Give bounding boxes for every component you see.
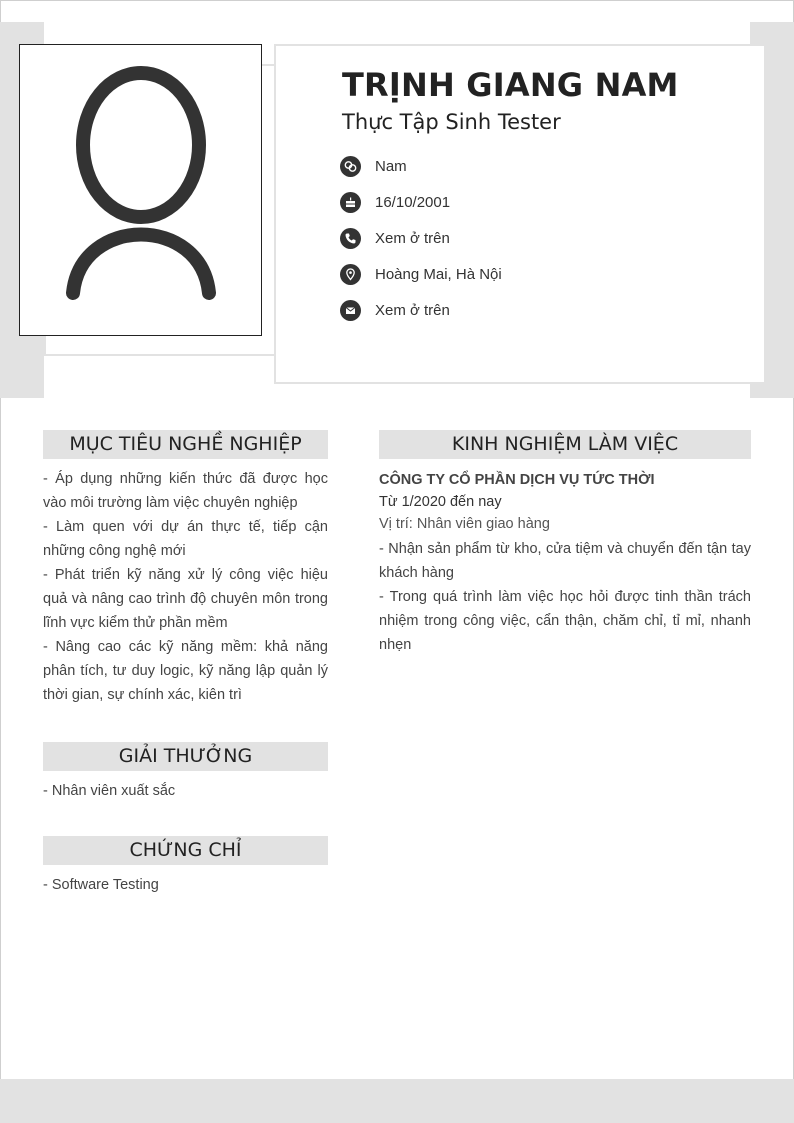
award-item: - Nhân viên xuất sắc [43, 783, 176, 799]
gender-icon [340, 156, 361, 177]
location-pin-icon [340, 264, 361, 285]
awards-list [43, 779, 328, 803]
contact-birthday [340, 184, 502, 220]
certificates-section [43, 836, 328, 897]
person-silhouette-icon [41, 65, 241, 315]
certificates-list [43, 873, 328, 897]
phone-text: Xem ở trên [375, 229, 450, 247]
objective-item: - Phát triển kỹ năng xử lý công việc hiệu quả và nâng cao trình độ chuyên môn trong lĩnh vực kiểm thử phần mềm [43, 567, 328, 631]
address-text: Hoàng Mai, Hà Nội [375, 265, 502, 283]
objective-list [43, 467, 328, 707]
contact-gender [340, 148, 502, 184]
birthday-text: 16/10/2001 [375, 193, 451, 211]
footer-band [0, 1079, 794, 1123]
avatar[interactable] [19, 44, 262, 336]
email-text: Xem ở trên [375, 301, 450, 319]
gender-text: Nam [375, 157, 407, 175]
experience-section [379, 430, 751, 657]
objective-section [43, 430, 328, 707]
email-icon [340, 300, 361, 321]
objective-item: - Áp dụng những kiến thức đã được học vào môi trường làm việc chuyên nghiệp [43, 471, 328, 511]
position-label: Vị trí: Nhân viên giao hàng [379, 516, 550, 532]
awards-title: GIẢI THƯỞNG [43, 742, 328, 771]
contact-list [340, 148, 502, 328]
experience-detail-item: - Trong quá trình làm việc học hỏi được tinh thần trách nhiệm trong công việc, cẩn thận, chăm chỉ, tỉ mỉ, nhanh nhẹn [379, 589, 751, 653]
phone-icon [340, 228, 361, 249]
birthday-cake-icon [340, 192, 361, 213]
contact-address [340, 256, 502, 292]
certificate-item: - Software Testing [43, 877, 159, 893]
experience-title: KINH NGHIỆM LÀM VIỆC [379, 430, 751, 459]
objective-item: - Nâng cao các kỹ năng mềm: khả năng phân tích, tư duy logic, kỹ năng lập quản lý thời gian, sự chính xác, kiên trì [43, 639, 328, 703]
experience-detail-item: - Nhận sản phẩm từ kho, cửa tiệm và chuyển đến tận tay khách hàng [379, 541, 751, 581]
contact-phone[interactable] [340, 220, 502, 256]
contact-email[interactable] [340, 292, 502, 328]
job-title: Thực Tập Sinh Tester [342, 110, 561, 134]
employment-period: Từ 1/2020 đến nay [379, 494, 502, 510]
awards-section [43, 742, 328, 803]
objective-item: - Làm quen với dự án thực tế, tiếp cận những công nghệ mới [43, 519, 328, 559]
company-name: CÔNG TY CỔ PHẦN DỊCH VỤ TỨC THỜI [379, 472, 655, 488]
experience-details [379, 537, 751, 657]
certificates-title: CHỨNG CHỈ [43, 836, 328, 865]
full-name: TRỊNH GIANG NAM [342, 66, 679, 104]
objective-title: MỤC TIÊU NGHỀ NGHIỆP [43, 430, 328, 459]
